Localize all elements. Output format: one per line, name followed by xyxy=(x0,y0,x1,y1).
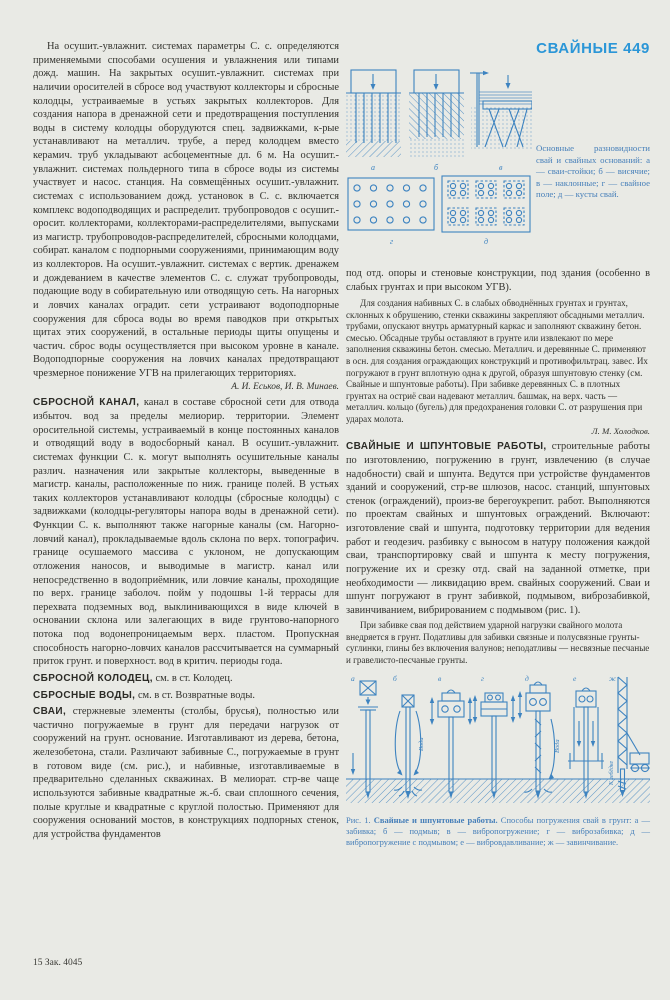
figure-1-block xyxy=(346,673,650,812)
entry-pile-and-sheet-pile-works xyxy=(346,440,650,617)
figure-1-caption xyxy=(346,815,650,849)
running-head-page-number: СВАЙНЫЕ 449 xyxy=(536,40,650,57)
entry-text: строительные работы по изготовлению, погружению в грунт, извлечению (в случае надобности) свай и шпунта. Ведутся при устройстве фундаментов зданий и сооружений, стр-ве шлюзов, насос. станций, шпунтовых стенок (ограждений), произ-ве берегоукрепит. работ. Выполняются по проектам свайных и шпунтовых ограждений. Включают: изготовление свай и шпунта, подготовку территории для ведения работ и геодезич. разбивку с выносом в натуру положения каждой сваи, транспортировку свай и шпунта к месту погружения, погружение их и срезку отд. свай на заданной отметке, при необходимости — ликвидацию врем. свайных сооружений. Сваи и шпунт погружают в грунт забивкой, подмывом, виброзабивкой, завинчиванием, вибрированием с подмывом (рис. 1). xyxy=(346,441,651,616)
label-v: в xyxy=(499,163,503,172)
paragraph-cast-in-place-piles: Для создания набивных С. в слабых обводнённых грунтах и грунтах, склонных к обрушению, стенки скважины закрепляют обсадными металлич. трубами, опускают внутрь арматурный каркас и заполняют скважину бетон. смесью. Обсадные трубы оставляют в грунте или извлекают по мере заполнения скважины бетон. смесью. Металлич. и деревянные С. применяют в осн. для создания ограждающих конструкций и противофильтрац. завес. Их погружают в грунт вплотную одна к другой, образуя шпунтовую стенку (см. Свайные и шпунтовые работы). При забивке деревянных С. в плотных грунтах на остриё сваи надевают металлич. башмак, на верх. часть — металлич. кольцо (бугель) для предохранения головки С. от разрушения при ударах молота. xyxy=(346,298,648,424)
label-g: г xyxy=(390,237,394,246)
label-d: д xyxy=(484,237,489,246)
fig1-label-b: б xyxy=(393,673,397,683)
entry-text: канал в составе сбросной сети для отвода избыточ. вод за пределы мелиорир. территории. Элемент оросительной системы, устраиваемый в конце постоянных каналов и отводящий воду в водосборный канал. В осушит.-увлажнит. системах функции С. к. могут выполнять осушительные каналы различ. назначения или закрытые коллекторы, выведенные в магистр. каналы, расположенные по ниж. границе полей. В устьях таких коллекторов устанавливают колодцы (сбросные колодцы) с задвижками (колодцы-регуляторы напора воды в дренажной сети). Функции С. к. выполняют также нагорные каналы (см. Нагорно-ловчий канал), прокладываемые вдоль склона по верх. топографич. границе осушаемого массива с уклоном, не допускающим отложения наносов, и выводимые в магистр. канал или непосредственно в водоприёмник, или ловчие каналы, проходящие по верх. границе заболоч. пойм у подошвы 1-й террасы для перехвата подземных вод, выклинивающихся в виде ключей в основании склона или залегающих в виде грунтово-напорного потока под водонепроницаемым верх. пластом. Пропускная способность нагорно-ловчих каналов рассчитывается на суммарный приток грунт. и поверхност. вод в критич. периоды года. xyxy=(33,397,339,668)
entry-term: СВАЙНЫЕ И ШПУНТОВЫЕ РАБОТЫ, xyxy=(346,441,547,453)
section-v-inclined-piles xyxy=(470,71,532,151)
fig1-label-a: а xyxy=(351,673,355,683)
label-a: а xyxy=(371,163,375,172)
plan-d-pile-clusters xyxy=(442,176,530,232)
author-line-eskov-minaev: А. И. Еськов, И. В. Минаев. xyxy=(231,381,339,392)
label-b: б xyxy=(434,163,439,172)
paragraph-continuation: под отд. опоры и стеновые конструкции, под здания (особенно в слабых грунтах и при высоком УГВ). xyxy=(346,268,650,293)
entry-term: СБРОСНОЙ КОЛОДЕЦ, xyxy=(33,672,153,684)
entry-text: см. в ст. Возвратные воды. xyxy=(137,689,255,701)
left-column xyxy=(33,40,339,841)
figure-1-caption-title: Свайные и шпунтовые работы. xyxy=(373,814,498,825)
fig1-label-d: д xyxy=(525,673,529,683)
entry-sbrosnye-vody xyxy=(33,689,339,703)
section-a-end-bearing-piles xyxy=(346,70,401,157)
fig1-label-e: е xyxy=(573,673,577,683)
water-label: Вода xyxy=(418,736,425,751)
fig1-label-v: в xyxy=(438,673,442,683)
water-label: Вода xyxy=(554,738,561,753)
entry-text: стержневые элементы (столбы, брусья), полностью или частично погружаемые в грунт для передачи нагрузок от сооружений на грунт. основание. Изготавливают из дерева, бетона, железобетона, стали. Различают забивные С., погружаемые в грунт в готовом виде (см. рис.), и набивные, изготавливаемые в предварительно сделанных скважинах. В мелиорат. стр-ве чаще используются забивные квадратные ж.-б. сваи сплошного сечения, полые круглые и квадратные с круглой полостью. Применяют для сооружения оснований мостов, в конструкциях подпорных стенок, для устройства фундаментов xyxy=(33,706,339,840)
plan-g-pile-field xyxy=(348,178,434,230)
fig1-label-zh: ж xyxy=(609,673,616,683)
print-signature: 15 Зак. 4045 xyxy=(33,958,83,968)
right-column xyxy=(346,40,650,848)
pile-types-figure-block xyxy=(346,67,650,263)
entry-sbrosnoy-kanal xyxy=(33,396,339,669)
paragraph-drainage-systems: На осушит.-увлажнит. системах параметры С. с. определяются применяемыми способами осушения и увлажнения или типами дожд. машин. На закрытых осушит.-увлажнит. системах при наличии оросителей в сбросе вод участвуют коллекторы и сбросные колодцы, устраиваемые в устьях закрытых коллекторов. Для создания напора в дренажной сети и предотвращения поступления воды в систему колодцы оборудуются спец. задвижками, к-рые устанавливают на металлич. трубе, а перед колодцем вместо керамич. труб укладывают асбоцементные дл. 6 м. На осушит.-увлажнит. системах польдерного типа в сбросе воды из системы участвует и насос. станция. На совмещённых осушит.-увлажнит. системах с использованием дожд. установок в С. с. включается комплекс водоподводящих и распределит. трубопроводов с осушит.-оросит. коллекторами, коллекторами-распределителями, выпусками из магистр. трубопроводов-распределителей, сбросными колодцами, собират. каналом с подпорными сооружениями, принимающим воду из коллекторов. На осушит.-увлажнит. системах с вертик. дренажем и дождеванием в качестве элементов С. с. служат трубопроводы, подающие воду в собирательную или отводящую сеть. На нагорных и ловчих каналах оградит. сети устраивают водоподпорные сооружения для сброса воды во время паводков при открытых щитах этих сооружений, в остальные периоды щиты опущены и частич. сброс воды осуществляется при высоком уровне в канале. Водоподпорные сооружения на ловчих каналах предотвращают чрезмерное понижение УГВ на прилегающих территориях. xyxy=(33,41,339,379)
paragraph-driving-soils: При забивке свая под действием ударной нагрузки свайного молота внедряется в грунт. Податливы для забивки связные и полусвязные грунты-суглинки, глины без включения валунов; неподатливы — несвязные песчаные и гравелисто-песчаные грунты. xyxy=(346,620,650,666)
figure-1-caption-prefix: Рис. 1. xyxy=(346,814,371,825)
pile-driving-methods-illustration xyxy=(346,673,650,807)
author-line-kholodkov: Л. М. Холодков. xyxy=(591,426,650,437)
entry-term: СБРОСНЫЕ ВОДЫ, xyxy=(33,689,136,701)
section-b-friction-piles xyxy=(409,70,464,157)
entry-term: СВАИ, xyxy=(33,706,67,718)
figure-1-caption-body: Способы погружения свай в грунт: а — забивка; б — подмыв; в — вибропогружение; г — виброзабивка; д — вибропогружение с подмывом; е — вибровдавливание; ж — завинчивание. xyxy=(346,814,651,847)
entry-text: см. в ст. Колодец. xyxy=(155,672,233,684)
entry-sbrosnoy-kolodets xyxy=(33,672,339,686)
ground-hatch xyxy=(346,779,650,803)
pile-types-illustration xyxy=(346,67,532,259)
fig1-label-g: г xyxy=(481,673,484,683)
winch-label: К лебёдке xyxy=(609,760,615,785)
entry-term: СБРОСНОЙ КАНАЛ, xyxy=(33,397,140,409)
pile-types-caption: Основные разновидности свай и свайных оснований: а — сваи-стойки; б — висячие; в — наклонные; г — свайное поле; д — кусты свай. xyxy=(536,143,650,200)
entry-svai xyxy=(33,705,339,841)
